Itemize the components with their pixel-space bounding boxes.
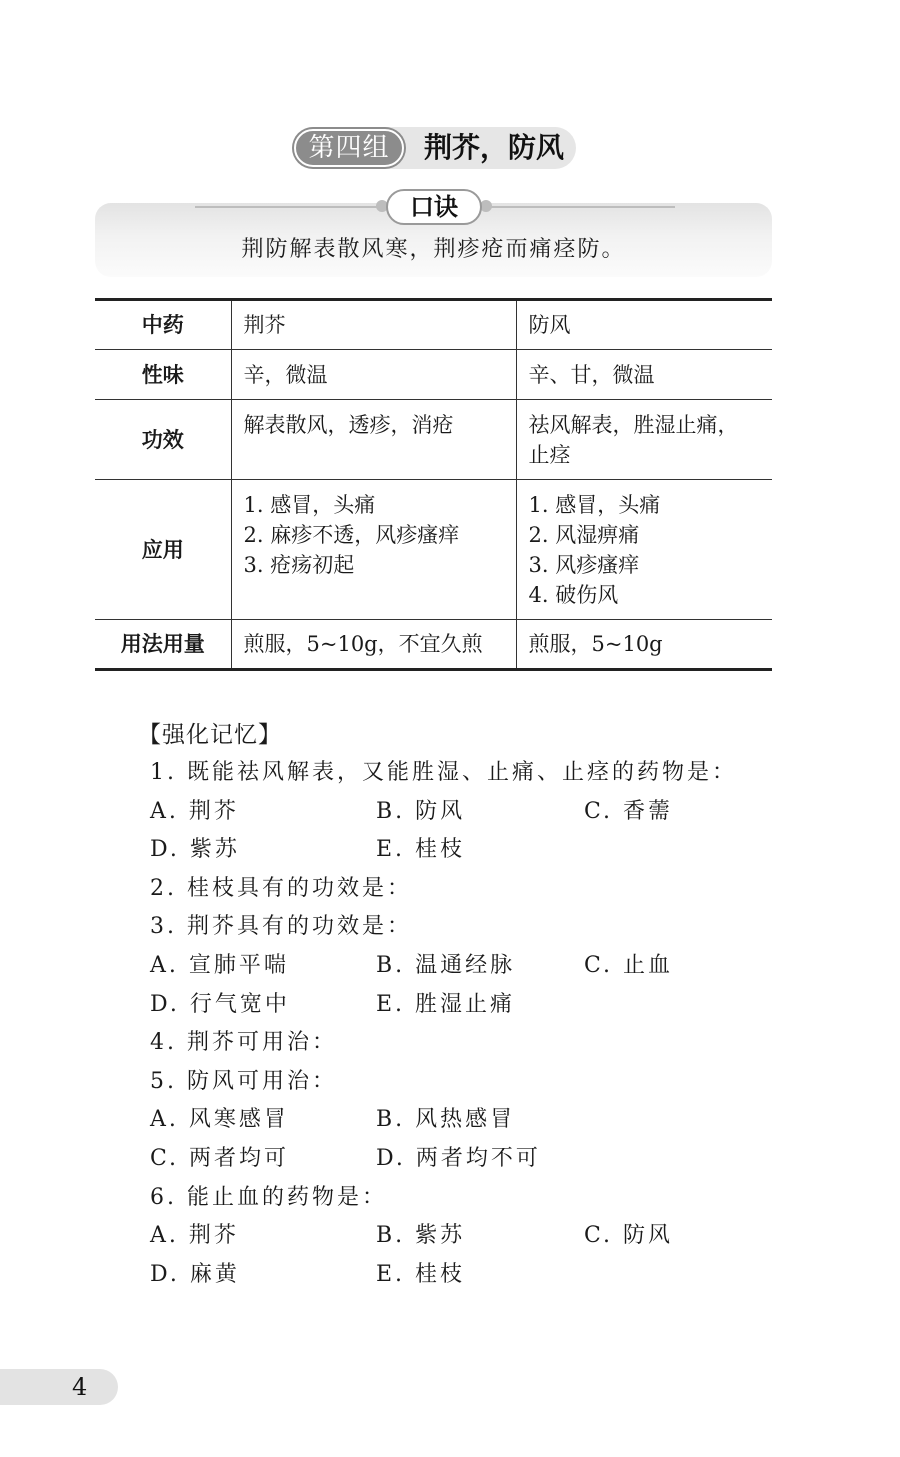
cell-line: 解表散风，透疹，消疮 xyxy=(243,413,454,437)
page-title: 荆芥，防风 xyxy=(424,131,565,164)
cell-line: 辛，微温 xyxy=(243,362,328,387)
option-row xyxy=(150,1101,790,1140)
option-row xyxy=(150,831,790,870)
table-row xyxy=(95,400,772,480)
option-row xyxy=(150,1140,790,1179)
table-cell xyxy=(231,620,516,670)
question-stem: 5. 防风可用治： xyxy=(150,1068,337,1094)
option-row xyxy=(150,986,790,1025)
practice-heading: 【强化记忆】 xyxy=(138,722,282,748)
cell-line: 煎服，5~10g，不宜久煎 xyxy=(243,632,483,656)
mnemonic-text: 荆防解表散风寒，荆疹疮而痛痉防。 xyxy=(241,237,626,262)
table-row xyxy=(95,350,772,400)
list-item: 1. 感冒，头痛 xyxy=(243,493,376,517)
option-row xyxy=(150,1217,790,1256)
answer-option: B. 防风 xyxy=(376,798,466,824)
cell-line: 祛风解表，胜湿止痛， xyxy=(528,413,739,437)
answer-option: C. 两者均可 xyxy=(150,1145,290,1171)
cell-line: 辛、甘，微温 xyxy=(528,362,655,387)
list-item: 4. 破伤风 xyxy=(528,583,619,607)
table-cell xyxy=(516,400,772,480)
answer-option: B. 温通经脉 xyxy=(376,952,516,978)
table-header-cell: 防风 xyxy=(516,300,772,350)
answer-option: E. 桂枝 xyxy=(376,1261,466,1287)
row-label: 应用 xyxy=(95,480,231,620)
answer-option: D. 麻黄 xyxy=(150,1261,240,1287)
question-stem: 1. 既能祛风解表，又能胜湿、止痛、止痉的药物是： xyxy=(150,760,737,785)
answer-option: A. 风寒感冒 xyxy=(150,1107,289,1133)
answer-option: C. 止血 xyxy=(584,952,674,978)
table-cell xyxy=(231,480,516,620)
list-item: 2. 风湿痹痛 xyxy=(528,523,640,547)
group-label: 第四组 xyxy=(294,129,404,167)
question-stem: 4. 荆芥可用治： xyxy=(150,1030,337,1056)
list-item: 2. 麻疹不透，风疹瘙痒 xyxy=(243,523,460,547)
question-stem: 2. 桂枝具有的功效是： xyxy=(150,875,412,901)
answer-option: D. 两者均不可 xyxy=(376,1145,541,1171)
table-cell xyxy=(231,400,516,480)
table-header-cell: 中药 xyxy=(95,300,231,350)
answer-option: C. 防风 xyxy=(584,1223,674,1249)
table-cell xyxy=(231,350,516,400)
answer-option: D. 紫苏 xyxy=(150,837,240,863)
question-list xyxy=(150,754,790,1294)
option-row xyxy=(150,1256,790,1295)
table-header-cell: 荆芥 xyxy=(231,300,516,350)
option-row xyxy=(150,947,790,986)
row-label: 性味 xyxy=(95,350,231,400)
list-item: 3. 疮疡初起 xyxy=(243,553,355,577)
question-stem: 3. 荆芥具有的功效是： xyxy=(150,914,412,940)
answer-option: B. 风热感冒 xyxy=(376,1107,516,1133)
row-label: 用法用量 xyxy=(95,620,231,670)
table-row xyxy=(95,480,772,620)
page-number: 4 xyxy=(72,1373,88,1401)
practice-section xyxy=(138,716,790,1294)
answer-option: A. 荆芥 xyxy=(150,798,239,824)
table-header-row xyxy=(95,300,772,350)
cell-line: 煎服，5~10g xyxy=(528,632,663,656)
table-cell xyxy=(516,350,772,400)
page-number-tab xyxy=(0,1369,118,1405)
table-cell xyxy=(516,480,772,620)
list-item: 3. 风疹瘙痒 xyxy=(528,553,640,577)
application-list xyxy=(244,490,504,580)
answer-option: E. 胜湿止痛 xyxy=(376,991,516,1017)
option-row xyxy=(150,793,790,832)
list-item: 1. 感冒，头痛 xyxy=(528,493,661,517)
row-label: 功效 xyxy=(95,400,231,480)
answer-option: C. 香薷 xyxy=(584,798,674,824)
answer-option: A. 荆芥 xyxy=(150,1223,239,1249)
question-stem: 6. 能止血的药物是： xyxy=(150,1184,387,1210)
table-row xyxy=(95,620,772,670)
cell-line: 止痉 xyxy=(528,443,571,467)
answer-option: E. 桂枝 xyxy=(376,837,466,863)
table-cell xyxy=(516,620,772,670)
mnemonic-label: 口诀 xyxy=(386,189,482,225)
answer-option: B. 紫苏 xyxy=(376,1223,466,1249)
herb-comparison-table xyxy=(95,298,772,671)
answer-option: A. 宣肺平喘 xyxy=(150,952,289,978)
application-list xyxy=(529,490,761,610)
answer-option: D. 行气宽中 xyxy=(150,991,290,1017)
